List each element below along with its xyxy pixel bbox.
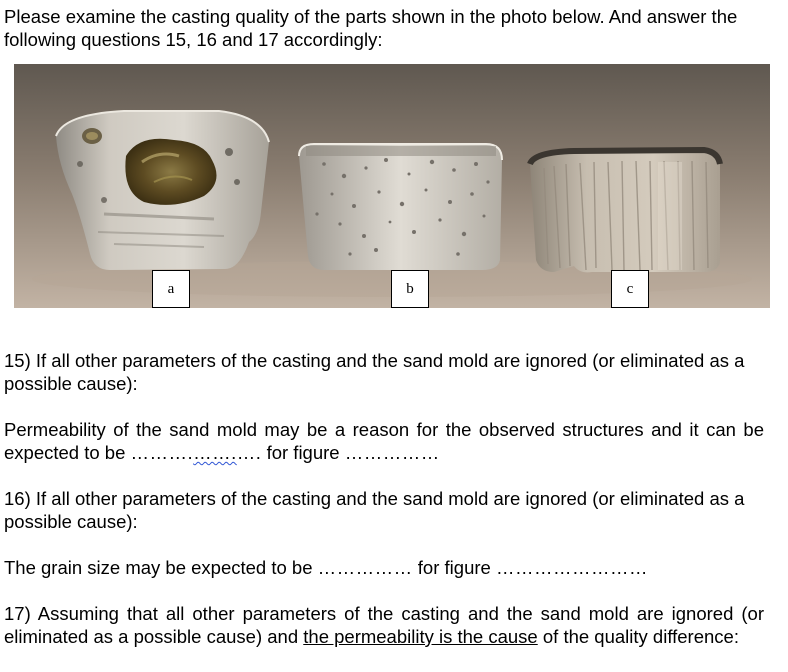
figure-label-b: b <box>391 270 429 308</box>
q15-blank-2: …………… <box>344 442 440 463</box>
q17-underlined-phrase: the permeability is the cause <box>303 626 538 647</box>
question-16-statement <box>4 556 764 579</box>
q15-blank-1: ……….…….…. <box>130 442 262 463</box>
instructions-text: Please examine the casting quality of the parts shown in the photo below. And answer the following questions 15, 16 and 17 accordingly: <box>4 6 738 50</box>
figure-label-a: a <box>152 270 190 308</box>
q17-text-end: of the quality difference: <box>537 626 739 647</box>
question-17 <box>4 602 764 648</box>
q16-blank-2: …………………… <box>495 557 648 578</box>
casting-b <box>299 144 502 270</box>
casting-c <box>530 150 720 272</box>
figure-label-c: c <box>611 270 649 308</box>
q16-blank-1: …………… <box>317 557 413 578</box>
question-15-statement <box>4 418 764 464</box>
q16-statement-text: The grain size may be expected to be <box>4 557 318 578</box>
q17-text-start: 17) Assuming that all other parameters of the casting and the sand mold are ignored (or eliminated as a possible cause) and <box>4 603 764 647</box>
question-16: 16) If all other parameters of the casting and the sand mold are ignored (or eliminated as a possible cause): <box>4 488 745 532</box>
q15-for-figure-text: for figure <box>261 442 345 463</box>
question-15: 15) If all other parameters of the casting and the sand mold are ignored (or eliminated as a possible cause): <box>4 350 745 394</box>
q15-statement-text: Permeability of the sand mold may be a reason for the observed structures and it can be expected to be <box>4 419 764 463</box>
q16-for-figure-text: for figure <box>412 557 496 578</box>
